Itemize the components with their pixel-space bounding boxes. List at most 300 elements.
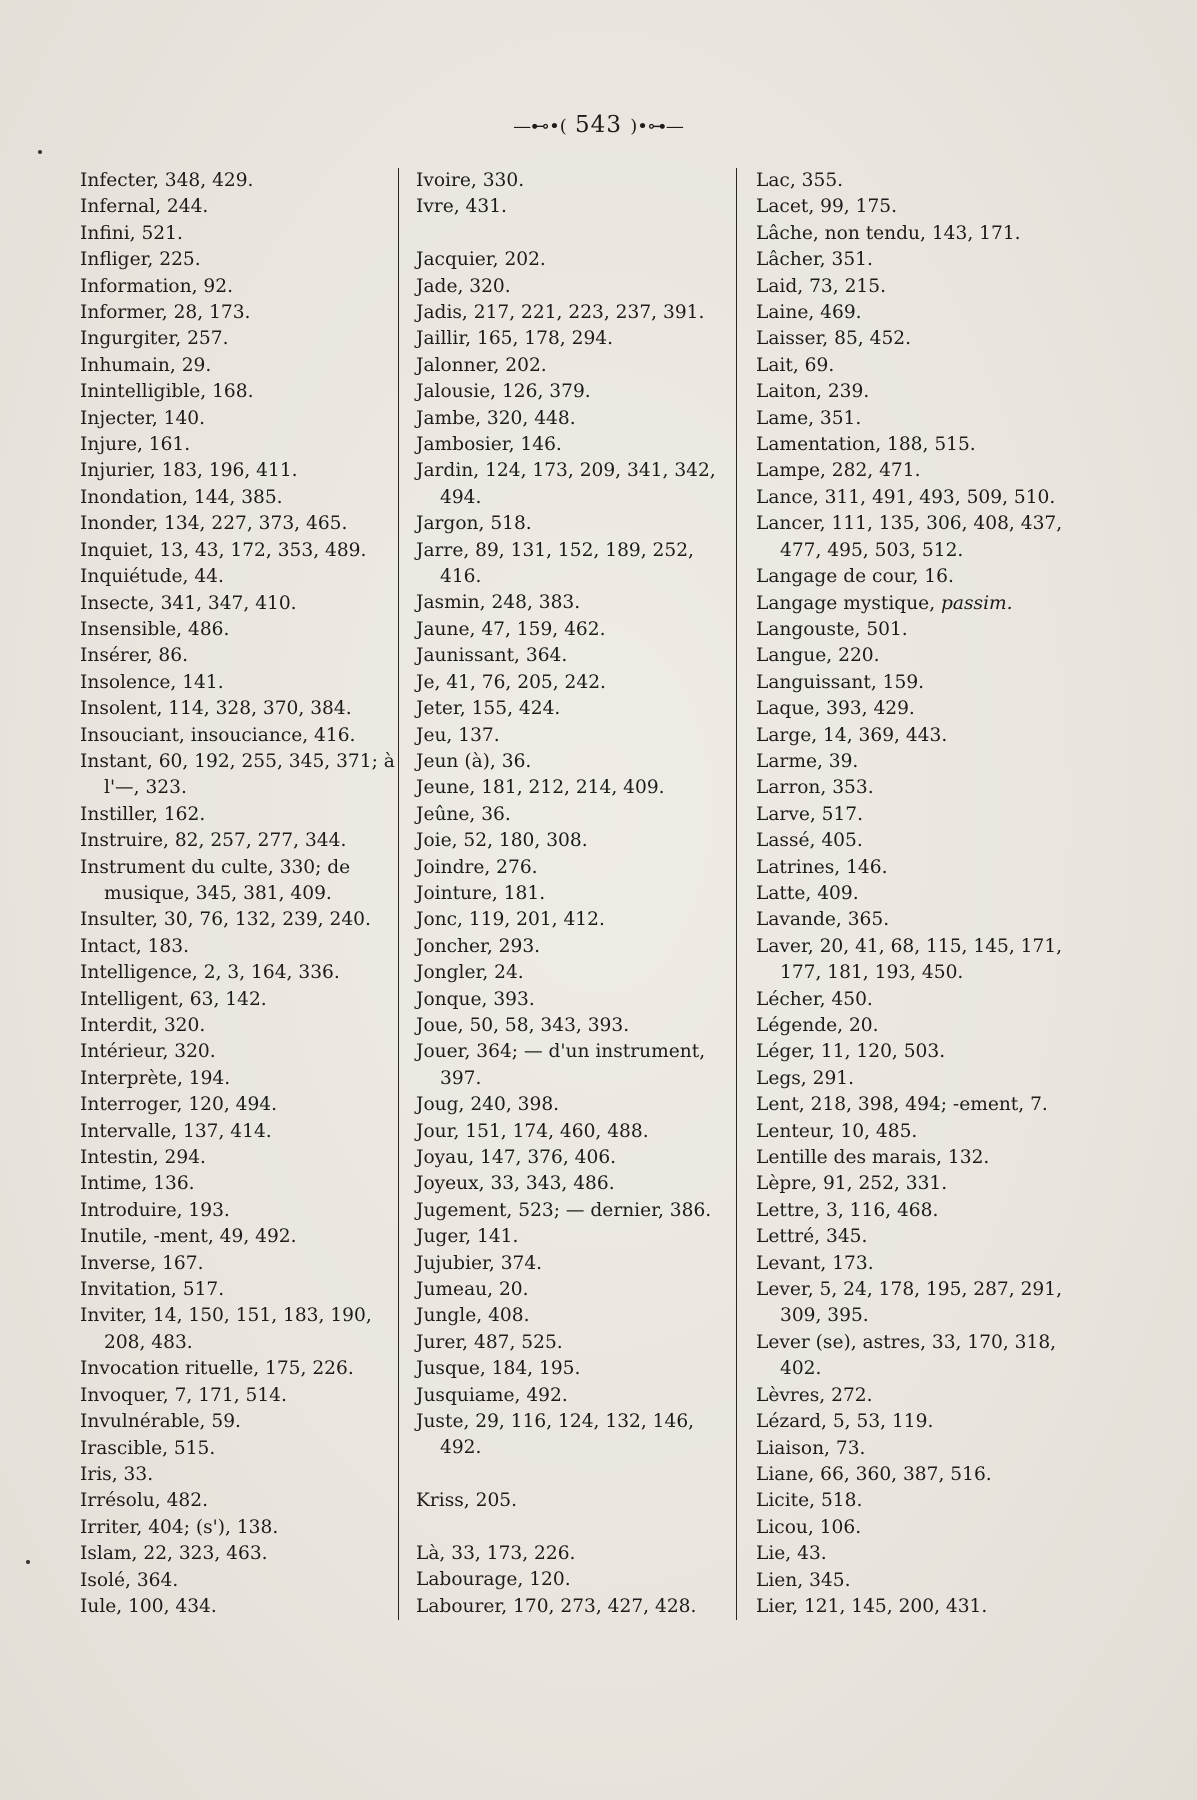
index-entry (756, 1013, 1076, 1039)
index-entry (756, 643, 1076, 669)
index-entry-text: Intime, 136. (80, 1173, 195, 1195)
index-entry-text: Jusque, 184, 195. (416, 1358, 581, 1380)
index-entry (416, 1409, 738, 1462)
index-entry-text: Insouciant, insouciance, 416. (80, 724, 356, 746)
index-entry-text: Ivre, 431. (416, 196, 507, 218)
index-entry-text: Lentille des marais, 132. (756, 1147, 990, 1169)
index-entry-text: Juste, 29, 116, 124, 132, 146, 492. (416, 1411, 695, 1459)
index-entry-text: Jarre, 89, 131, 152, 189, 252, 416. (416, 539, 694, 588)
index-entry-text: Ingurgiter, 257. (80, 328, 229, 350)
index-entry-text: Langage mystique, (756, 592, 942, 614)
index-entry-text: Joncher, 293. (416, 935, 541, 957)
index-entry-text: Larve, 517. (756, 803, 864, 825)
index-entry (756, 1224, 1076, 1250)
index-entry (416, 168, 738, 194)
index-entry (80, 749, 398, 802)
index-entry (416, 1330, 738, 1356)
index-entry (416, 1383, 738, 1409)
index-column-2 (416, 168, 738, 1620)
index-entry-text: Instruire, 82, 257, 277, 344. (80, 830, 347, 852)
index-entry (756, 907, 1076, 933)
index-entry-text: Lacet, 99, 175. (756, 196, 898, 218)
index-entry (416, 881, 738, 907)
index-entry-text: Irascible, 515. (80, 1437, 216, 1459)
column-divider (398, 168, 399, 1620)
index-entry-text: Licite, 518. (756, 1490, 863, 1512)
index-entry (756, 828, 1076, 854)
index-entry (80, 1145, 398, 1171)
index-entry (416, 1541, 738, 1567)
right-ornament: )•⊶— (630, 116, 684, 137)
index-entry-text: Intelligence, 2, 3, 164, 336. (80, 962, 340, 984)
index-entry-text: Jaillir, 165, 178, 294. (416, 328, 614, 350)
index-entry (756, 247, 1076, 273)
left-ornament: —⊷•( (513, 116, 567, 137)
index-entry-text: Invoquer, 7, 171, 514. (80, 1384, 287, 1406)
index-entry-text: Laiton, 239. (756, 381, 870, 403)
index-entry (756, 1462, 1076, 1488)
index-entry (80, 221, 398, 247)
index-entry-text: Lait, 69. (756, 354, 835, 376)
index-entry-text: Levant, 173. (756, 1252, 874, 1274)
index-entry (416, 1303, 738, 1329)
blank-line (416, 221, 738, 247)
index-entry (80, 353, 398, 379)
index-entry-text: Legs, 291. (756, 1067, 855, 1089)
index-entry-text: Lâche, non tendu, 143, 171. (756, 222, 1021, 244)
index-entry-text: Jeun (à), 36. (416, 750, 532, 772)
index-entry-text: Inutile, -ment, 49, 492. (80, 1226, 297, 1248)
index-entry-text: Inhumain, 29. (80, 354, 212, 376)
index-entry-text: Liaison, 73. (756, 1437, 866, 1459)
index-entry (756, 855, 1076, 881)
index-entry (756, 802, 1076, 828)
index-entry (756, 274, 1076, 300)
index-entry-text: Jasmin, 248, 383. (416, 592, 581, 614)
blank-line (416, 1462, 738, 1488)
index-entry (416, 749, 738, 775)
index-entry-text: Lézard, 5, 53, 119. (756, 1411, 934, 1433)
index-entry (80, 1594, 398, 1620)
index-entry (756, 1568, 1076, 1594)
index-entry (80, 432, 398, 458)
index-entry-text: Langage de cour, 16. (756, 566, 954, 588)
index-entry-text: Juger, 141. (416, 1226, 519, 1248)
index-entry (80, 1224, 398, 1250)
index-entry (80, 987, 398, 1013)
page-number: 543 (575, 112, 622, 138)
index-entry (416, 1119, 738, 1145)
index-entry (416, 1356, 738, 1382)
index-entry-text: Inondation, 144, 385. (80, 486, 283, 508)
index-entry (416, 1488, 738, 1514)
index-entry-text: Lassé, 405. (756, 830, 863, 852)
column-divider (736, 168, 737, 1620)
index-entry-text: Insolence, 141. (80, 671, 224, 693)
index-entry (416, 300, 738, 326)
index-entry (756, 1409, 1076, 1435)
index-entry (80, 1171, 398, 1197)
index-entry (416, 1277, 738, 1303)
index-entry (756, 221, 1076, 247)
index-entry (416, 511, 738, 537)
index-entry-text: Lie, 43. (756, 1543, 827, 1565)
index-entry-text: Labourage, 120. (416, 1569, 571, 1591)
index-entry-text: Larron, 353. (756, 777, 874, 799)
index-entry-text: Jaunissant, 364. (416, 645, 568, 667)
index-entry (756, 458, 1076, 484)
index-entry (416, 1145, 738, 1171)
index-entry-text: Jour, 151, 174, 460, 488. (416, 1120, 649, 1142)
index-entry (80, 406, 398, 432)
index-entry (416, 1567, 738, 1593)
index-entry-text: Joyau, 147, 376, 406. (416, 1147, 617, 1169)
index-entry (80, 511, 398, 537)
index-entry (756, 1119, 1076, 1145)
index-entry (80, 828, 398, 854)
index-entry (756, 1488, 1076, 1514)
index-entry-text: Lampe, 282, 471. (756, 460, 921, 482)
index-entry (416, 353, 738, 379)
index-entry (416, 907, 738, 933)
index-entry-text: Joue, 50, 58, 343, 393. (416, 1014, 630, 1036)
index-entry-text: Jardin, 124, 173, 209, 341, 342, 494. (416, 460, 716, 508)
index-entry-text: Instrument du culte, 330; de musique, 345, 381, 409. (80, 856, 351, 904)
index-entry-text: Irrésolu, 482. (80, 1490, 209, 1512)
index-entry-text: Jambosier, 146. (416, 434, 562, 456)
index-entry (756, 1515, 1076, 1541)
index-entry-text: Lever, 5, 24, 178, 195, 287, 291, 309, 395. (756, 1279, 1062, 1327)
index-entry (80, 1066, 398, 1092)
index-entry-text: Interroger, 120, 494. (80, 1094, 278, 1116)
index-entry-text: Lever (se), astres, 33, 170, 318, 402. (756, 1331, 1057, 1380)
index-entry (756, 1251, 1076, 1277)
index-entry (756, 670, 1076, 696)
index-entry (80, 723, 398, 749)
index-entry (756, 511, 1076, 564)
index-entry-text: Lavande, 365. (756, 909, 890, 931)
index-entry (416, 1039, 738, 1092)
index-entry-text: Lier, 121, 145, 200, 431. (756, 1595, 988, 1617)
index-entry-text: Kriss, 205. (416, 1490, 518, 1512)
index-entry (756, 353, 1076, 379)
index-entry (416, 406, 738, 432)
index-entry (80, 1383, 398, 1409)
index-entry (80, 1515, 398, 1541)
index-entry-text: Jeu, 137. (416, 724, 500, 746)
index-entry-text: Inquiet, 13, 43, 172, 353, 489. (80, 539, 367, 561)
index-entry (416, 828, 738, 854)
index-entry (80, 1277, 398, 1303)
index-entry-text: Lettré, 345. (756, 1226, 868, 1248)
index-entry (80, 960, 398, 986)
index-entry (756, 1171, 1076, 1197)
index-entry-text: Intact, 183. (80, 935, 189, 957)
index-entry (416, 1224, 738, 1250)
index-entry-text: Intervalle, 137, 414. (80, 1120, 272, 1142)
index-entry-text: Large, 14, 369, 443. (756, 724, 948, 746)
index-entry-text: Joie, 52, 180, 308. (416, 830, 588, 852)
index-entry-text: Jade, 320. (416, 275, 511, 297)
index-entry (416, 194, 738, 220)
index-entry (80, 934, 398, 960)
index-entry-text: Jurer, 487, 525. (416, 1331, 563, 1353)
index-entry-text: Insecte, 341, 347, 410. (80, 592, 297, 614)
index-entry (756, 1198, 1076, 1224)
index-entry (80, 485, 398, 511)
index-entry (80, 1409, 398, 1435)
index-entry (756, 1330, 1076, 1383)
index-entry (80, 696, 398, 722)
index-entry (756, 617, 1076, 643)
index-entry-text: Introduire, 193. (80, 1199, 230, 1221)
index-entry (756, 379, 1076, 405)
index-entry (80, 538, 398, 564)
index-entry-text: Jadis, 217, 221, 223, 237, 391. (416, 302, 705, 324)
index-entry-text: Langouste, 501. (756, 618, 908, 640)
index-entry-text: Jumeau, 20. (416, 1279, 529, 1301)
index-entry (80, 1568, 398, 1594)
index-entry-text: Infliger, 225. (80, 249, 201, 271)
index-entry-text: Jargon, 518. (416, 513, 532, 535)
index-entry (756, 1066, 1076, 1092)
index-entry-text: Lamentation, 188, 515. (756, 434, 976, 456)
index-entry-text: Inviter, 14, 150, 151, 183, 190, 208, 483. (80, 1305, 372, 1353)
index-entry-text: Insensible, 486. (80, 618, 230, 640)
index-entry (756, 406, 1076, 432)
index-entry-text: Intérieur, 320. (80, 1041, 216, 1063)
index-entry-text: Là, 33, 173, 226. (416, 1543, 576, 1565)
index-entry (416, 326, 738, 352)
index-entry-text: Infernal, 244. (80, 196, 209, 218)
index-entry-text: Inverse, 167. (80, 1252, 204, 1274)
index-entry (416, 670, 738, 696)
index-entry (756, 723, 1076, 749)
index-entry-text: Laine, 469. (756, 302, 862, 324)
index-entry (756, 775, 1076, 801)
index-entry (80, 247, 398, 273)
index-entry-text: Instant, 60, 192, 255, 345, 371; à l'—, 323. (80, 750, 395, 799)
index-entry (416, 1594, 738, 1620)
index-entry (80, 1039, 398, 1065)
index-entry-text: Lenteur, 10, 485. (756, 1120, 918, 1142)
index-entry-text: Lettre, 3, 116, 468. (756, 1199, 939, 1221)
index-entry-text: Intelligent, 63, 142. (80, 988, 267, 1010)
index-entry-text: Iris, 33. (80, 1463, 154, 1485)
index-entry-text: Intestin, 294. (80, 1147, 206, 1169)
index-entry-text: Laver, 20, 41, 68, 115, 145, 171, 177, 181, 193, 450. (756, 935, 1063, 984)
index-entry (416, 960, 738, 986)
index-entry (756, 564, 1076, 590)
index-entry (756, 300, 1076, 326)
index-entry-text: Joindre, 276. (416, 856, 538, 878)
index-entry (756, 591, 1076, 617)
print-speck (38, 150, 42, 154)
index-entry (416, 1198, 738, 1224)
index-entry (80, 1119, 398, 1145)
index-entry (416, 274, 738, 300)
index-entry (80, 617, 398, 643)
index-entry-text: Jeune, 181, 212, 214, 409. (416, 777, 665, 799)
index-entry-text: Iule, 100, 434. (80, 1595, 217, 1617)
index-entry-text: Jalonner, 202. (416, 354, 547, 376)
index-entry (756, 1436, 1076, 1462)
index-entry (80, 379, 398, 405)
index-entry (756, 485, 1076, 511)
index-entry (756, 696, 1076, 722)
index-entry-text: Jouer, 364; — d'un instrument, 397. (416, 1041, 706, 1089)
index-entry (756, 1039, 1076, 1065)
index-entry-text: Jusquiame, 492. (416, 1384, 568, 1406)
index-entry-text: Jambe, 320, 448. (416, 407, 576, 429)
index-entry-text: Jacquier, 202. (416, 249, 546, 271)
index-entry-text: Jointure, 181. (416, 882, 546, 904)
print-speck (26, 1560, 30, 1564)
page-header (0, 112, 1197, 138)
index-entry-text: Léger, 11, 120, 503. (756, 1041, 946, 1063)
index-entry (756, 326, 1076, 352)
index-entry-text: Jugement, 523; — dernier, 386. (416, 1199, 712, 1221)
index-entry-text: Lent, 218, 398, 494; -ement, 7. (756, 1094, 1048, 1116)
index-entry (416, 723, 738, 749)
index-entry (80, 274, 398, 300)
index-entry (416, 1251, 738, 1277)
index-entry-text: Informer, 28, 173. (80, 302, 251, 324)
index-entry (756, 194, 1076, 220)
index-entry-text: Inonder, 134, 227, 373, 465. (80, 513, 348, 535)
index-entry (80, 802, 398, 828)
index-entry (80, 907, 398, 933)
index-entry (80, 855, 398, 908)
index-entry (80, 1462, 398, 1488)
index-entry-text: Injurier, 183, 196, 411. (80, 460, 298, 482)
index-entry-text: Invocation rituelle, 175, 226. (80, 1358, 354, 1380)
blank-line (416, 1515, 738, 1541)
index-entry-text: Lance, 311, 491, 493, 509, 510. (756, 486, 1056, 508)
index-entry (756, 1092, 1076, 1118)
index-entry (416, 617, 738, 643)
index-entry (80, 1251, 398, 1277)
index-entry-text: Interdit, 320. (80, 1015, 206, 1036)
index-entry-text: Instiller, 162. (80, 803, 206, 825)
index-entry (80, 1092, 398, 1118)
index-entry-text: Inquiétude, 44. (80, 566, 224, 588)
index-entry-text: Insérer, 86. (80, 645, 188, 667)
index-entry-text: Larme, 39. (756, 750, 859, 772)
index-entry-text: Lac, 355. (756, 170, 844, 191)
index-entry (80, 591, 398, 617)
index-entry-text: Liane, 66, 360, 387, 516. (756, 1463, 992, 1485)
index-entry (80, 1198, 398, 1224)
index-entry-text: Islam, 22, 323, 463. (80, 1543, 268, 1565)
index-entry-text: Lien, 345. (756, 1569, 851, 1591)
index-entry-text: Lèvres, 272. (756, 1384, 873, 1406)
index-entry (416, 1092, 738, 1118)
italic-passim: passim. (941, 592, 1013, 614)
index-entry-text: Langue, 220. (756, 645, 880, 667)
index-entry-text: Interprète, 194. (80, 1067, 231, 1089)
index-entry-text: Inintelligible, 168. (80, 381, 254, 403)
index-entry-text: Irriter, 404; (s'), 138. (80, 1516, 279, 1538)
index-entry-text: Lâcher, 351. (756, 249, 873, 271)
index-entry-text: Invulnérable, 59. (80, 1411, 241, 1433)
index-entry (80, 1356, 398, 1382)
index-entry (756, 1277, 1076, 1330)
index-entry (416, 1013, 738, 1039)
index-entry-text: Latte, 409. (756, 882, 859, 904)
index-entry (80, 1303, 398, 1356)
index-entry (80, 326, 398, 352)
index-entry-text: Lécher, 450. (756, 988, 873, 1010)
index-entry (80, 643, 398, 669)
index-entry (80, 564, 398, 590)
index-entry (416, 643, 738, 669)
index-column-1 (80, 168, 398, 1620)
index-entry-text: Laid, 73, 215. (756, 275, 886, 297)
index-entry-text: Légende, 20. (756, 1015, 879, 1036)
index-entry (80, 168, 398, 194)
index-entry (80, 1013, 398, 1039)
index-entry (416, 934, 738, 960)
index-entry-text: Information, 92. (80, 275, 233, 297)
index-entry-text: Lame, 351. (756, 407, 862, 429)
index-entry (756, 881, 1076, 907)
index-entry (80, 1436, 398, 1462)
index-entry (756, 1145, 1076, 1171)
index-entry (756, 987, 1076, 1013)
index-entry-text: Jongler, 24. (416, 962, 524, 984)
index-entry (80, 670, 398, 696)
index-entry-text: Laisser, 85, 452. (756, 328, 912, 350)
index-entry (756, 1594, 1076, 1620)
index-entry-text: Infecter, 348, 429. (80, 170, 254, 191)
index-entry-text: Licou, 106. (756, 1516, 862, 1538)
index-entry-text: Jungle, 408. (416, 1305, 530, 1327)
index-entry (416, 987, 738, 1013)
index-entry (416, 855, 738, 881)
index-entry (756, 1541, 1076, 1567)
index-entry-text: Insolent, 114, 328, 370, 384. (80, 698, 352, 720)
index-entry-text: Lèpre, 91, 252, 331. (756, 1173, 948, 1195)
index-entry-text: Lancer, 111, 135, 306, 408, 437, 477, 495, 503, 512. (756, 513, 1063, 561)
index-entry (756, 934, 1076, 987)
index-entry-text: Isolé, 364. (80, 1569, 179, 1591)
index-entry (416, 775, 738, 801)
index-entry (80, 1541, 398, 1567)
index-entry (416, 802, 738, 828)
index-entry-text: Jeter, 155, 424. (416, 698, 561, 720)
index-entry (416, 590, 738, 616)
index-entry (80, 1488, 398, 1514)
index-entry-text: Latrines, 146. (756, 856, 888, 878)
index-entry-text: Invitation, 517. (80, 1279, 225, 1301)
index-entry (416, 458, 738, 511)
index-entry (416, 1171, 738, 1197)
index-entry (80, 300, 398, 326)
index-entry (756, 168, 1076, 194)
index-entry (756, 1383, 1076, 1409)
index-entry-text: Jaune, 47, 159, 462. (416, 618, 606, 640)
index-entry-text: Je, 41, 76, 205, 242. (416, 671, 606, 693)
index-column-3 (756, 168, 1076, 1620)
index-entry-text: Injecter, 140. (80, 407, 206, 429)
index-entry (756, 749, 1076, 775)
index-entry-text: Jeûne, 36. (416, 803, 511, 825)
index-entry-text: Jonc, 119, 201, 412. (416, 909, 605, 931)
index-entry-text: Languissant, 159. (756, 671, 925, 693)
index-entry-text: Laque, 393, 429. (756, 698, 915, 720)
index-entry (80, 194, 398, 220)
